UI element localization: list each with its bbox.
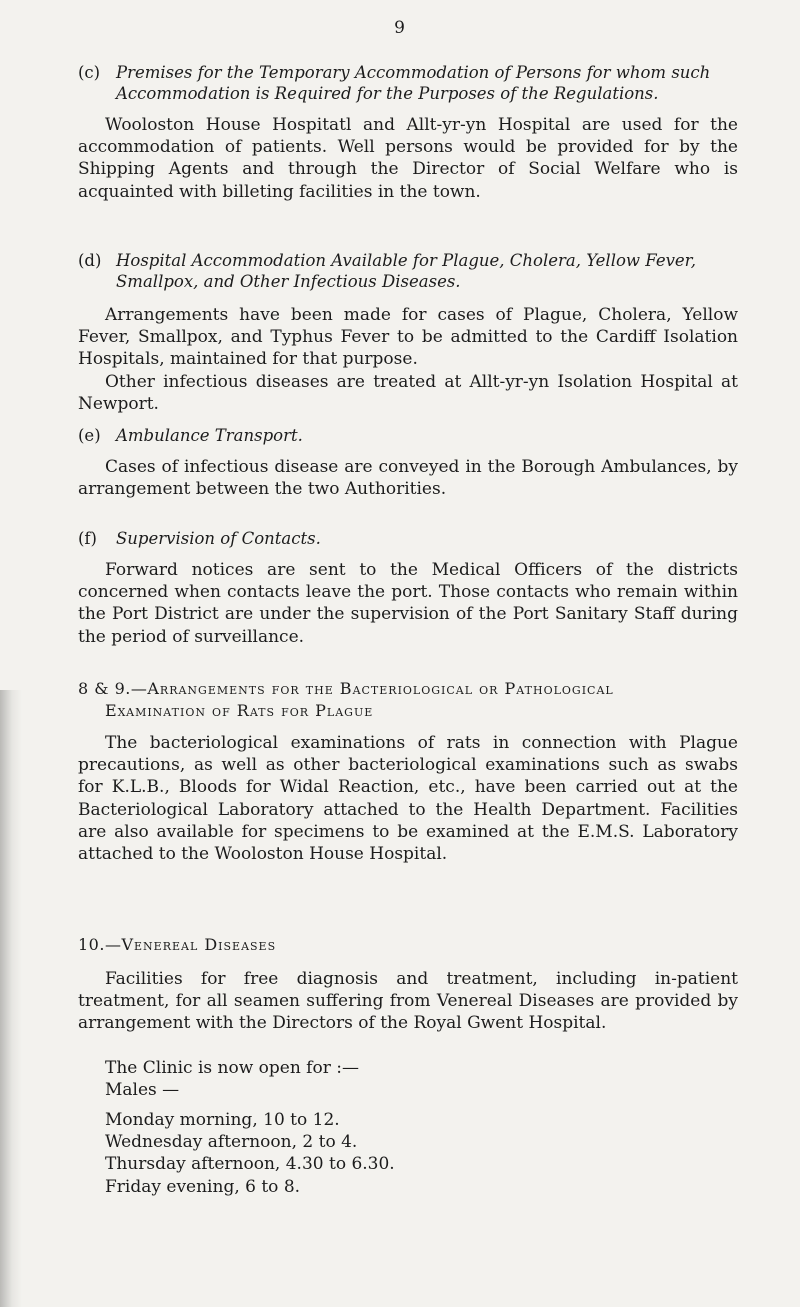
section-10-heading (78, 934, 738, 956)
section-8-9-title-line-1: Arrangements for the Bacteriological or Pathological (147, 679, 614, 698)
clinic-intro: The Clinic is now open for :— (105, 1057, 359, 1078)
section-d-body-1: Arrangements have been made for cases of Plague, Cholera, Yellow Fever, Smallpox, and Typhus Fever to be admitted to the Cardiff Isolation Hospitals, maintained for that purpose. (78, 305, 738, 370)
section-c (78, 62, 738, 203)
section-10-number: 10.— (78, 935, 122, 954)
section-8-9-body: The bacteriological examinations of rats in connection with Plague precautions, as well as other bacteriological examinations such as swabs for K.L.B., Bloods for Widal Reaction, etc., have been carried out at the Bacteriological Laboratory attached to the Health Department. Facilities are also available for specimens to be examined at the E.M.S. Laboratory attached to the Wooloston House Hospital. (78, 733, 738, 865)
section-8-9-title-line-2-wrap (78, 700, 738, 722)
section-d-label: (d) (78, 251, 102, 270)
clinic-schedule (78, 1109, 738, 1198)
schedule-item: Thursday afternoon, 4.30 to 6.30. (105, 1154, 395, 1175)
section-e-body: Cases of infectious disease are conveyed in the Borough Ambulances, by arrangement between the two Authorities. (78, 457, 738, 500)
section-8-9-title-line-2: Examination of Rats for Plague (105, 701, 374, 720)
section-10-title: Venereal Diseases (121, 935, 277, 954)
section-e-title: Ambulance Transport. (116, 426, 303, 445)
section-d-title: Hospital Accommodation Available for Plague, Cholera, Yellow Fever, Smallpox, and Other Infectious Diseases. (116, 251, 697, 291)
section-c-body: Wooloston House Hospitatl and Allt-yr-yn Hospital are used for the accommodation of patients. Well persons would be provided for by the Shipping Agents and through the Director of Social Welfare who is acquainted with billeting facilities in the town. (78, 115, 738, 202)
schedule-item: Wednesday afternoon, 2 to 4. (105, 1132, 358, 1153)
section-10-body: Facilities for free diagnosis and treatment, including in-patient treatment, for all seamen suffering from Venereal Diseases are provided by arrangement with the Directors of the Royal Gwent Hospital. (78, 969, 738, 1034)
section-d (78, 250, 738, 415)
page-number: 9 (394, 18, 406, 38)
section-e (78, 425, 738, 500)
section-d-body-2: Other infectious diseases are treated at Allt-yr-yn Isolation Hospital at Newport. (78, 371, 738, 414)
schedule-item: Friday evening, 6 to 8. (105, 1176, 301, 1197)
binding-shadow (0, 690, 22, 1307)
section-8-9-heading (78, 678, 738, 700)
males-label: Males — (105, 1079, 180, 1100)
section-c-label: (c) (78, 63, 101, 82)
section-f-body: Forward notices are sent to the Medical Officers of the districts concerned when contacts leave the port. Those contacts who remain within the Port District are under the supervision of the Port Sanitary Staff during the period of surveillance. (78, 560, 738, 647)
section-8-9-number: 8 & 9.— (78, 679, 148, 698)
section-f-label: (f) (78, 529, 97, 548)
section-10 (78, 934, 738, 1198)
section-e-label: (e) (78, 426, 101, 445)
section-c-title: Premises for the Temporary Accommodation of Persons for whom such Accommodation is Required for the Purposes of the Regulations. (116, 63, 711, 103)
section-f-title: Supervision of Contacts. (116, 529, 321, 548)
section-f (78, 528, 738, 648)
section-8-9 (78, 678, 738, 865)
schedule-item: Monday morning, 10 to 12. (105, 1110, 340, 1131)
